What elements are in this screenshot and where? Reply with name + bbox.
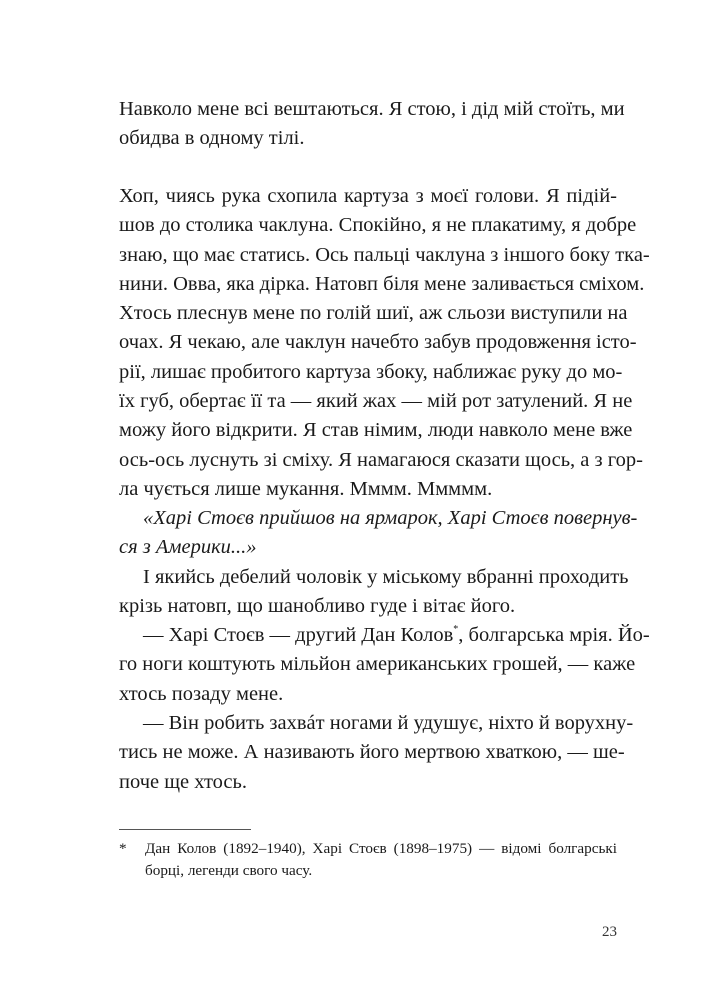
text-line: очах. Я чекаю, але чаклун начебто забув продовження істо- [119,331,637,354]
text-line: Хтось плеснув мене по голій шиї, аж сльози виступили на [119,302,628,325]
dialogue-paragraph-1 [119,621,650,709]
paragraph-2 [119,182,650,504]
text-line: шов до столика чаклуна. Спокійно, я не плакатиму, я добре [119,214,637,237]
text-line: рії, лишає пробитого картуза збоку, наближає руку до мо- [119,360,623,383]
text-line: тись не може. А називають його мертвою хваткою, — ше- [119,741,625,764]
text-segment: , болгарська мрія. Йо- [458,624,650,646]
text-line: можу його відкрити. Я став німим, люди навколо мене вже [119,419,633,442]
paragraph-1 [119,95,625,154]
text-line: го ноги коштують мільйон американських грошей, — каже [119,653,636,676]
text-line: І якийсь дебелий чоловік у міському вбранні проходить [143,566,629,588]
footnote-line [119,838,617,860]
footnote-mark: * [119,840,127,857]
text-segment: — Харі Стоєв — другий Дан Колов [143,624,454,646]
text-line: хтось позаду мене. [119,682,284,705]
text-line: Хоп, чиясь рука схопила картуза з моєї голови. Я підій- [119,185,617,207]
text-line: ось-ось луснуть зі сміху. Я намагаюся сказати щось, а з гор- [119,448,643,471]
quote-paragraph [119,504,638,563]
text-line: ся з Америки...» [119,536,257,559]
page-number: 23 [602,924,617,940]
text-line: Навколо мене всі вештаються. Я стою, і дід мій стоїть, ми [119,98,625,120]
text-line: — Він робить захвáт ногами й удушує, ніхто й ворухну- [143,712,634,734]
footnote-text: Дан Колов (1892–1940), Харі Стоєв (1898–1975) — відомі болгарські [145,840,617,857]
text-line: знаю, що має статись. Ось пальці чаклуна з іншого боку тка- [119,243,650,266]
text-line: їх губ, обертає її та — який жах — мій рот затулений. Я не [119,390,633,413]
text-line [119,621,650,650]
text-line: поче ще хтось. [119,770,247,793]
text-line: крізь натовп, що шанобливо гуде і вітає його. [119,595,516,618]
text-line: ла чується лише мукання. Мммм. Ммммм. [119,477,493,500]
text-line: обидва в одному тілі. [119,127,305,150]
dialogue-paragraph-2 [119,709,634,797]
text-line: «Харі Стоєв прийшов на ярмарок, Харі Стоєв повернув- [143,507,638,529]
footnote-line: борці, легенди свого часу. [145,862,313,879]
footnote-divider [119,829,251,830]
text-line: нини. Овва, яка дірка. Натовп біля мене заливається сміхом. [119,272,645,295]
footnote-reference: * [453,624,459,635]
footnote [119,838,617,882]
paragraph-4 [119,563,629,622]
